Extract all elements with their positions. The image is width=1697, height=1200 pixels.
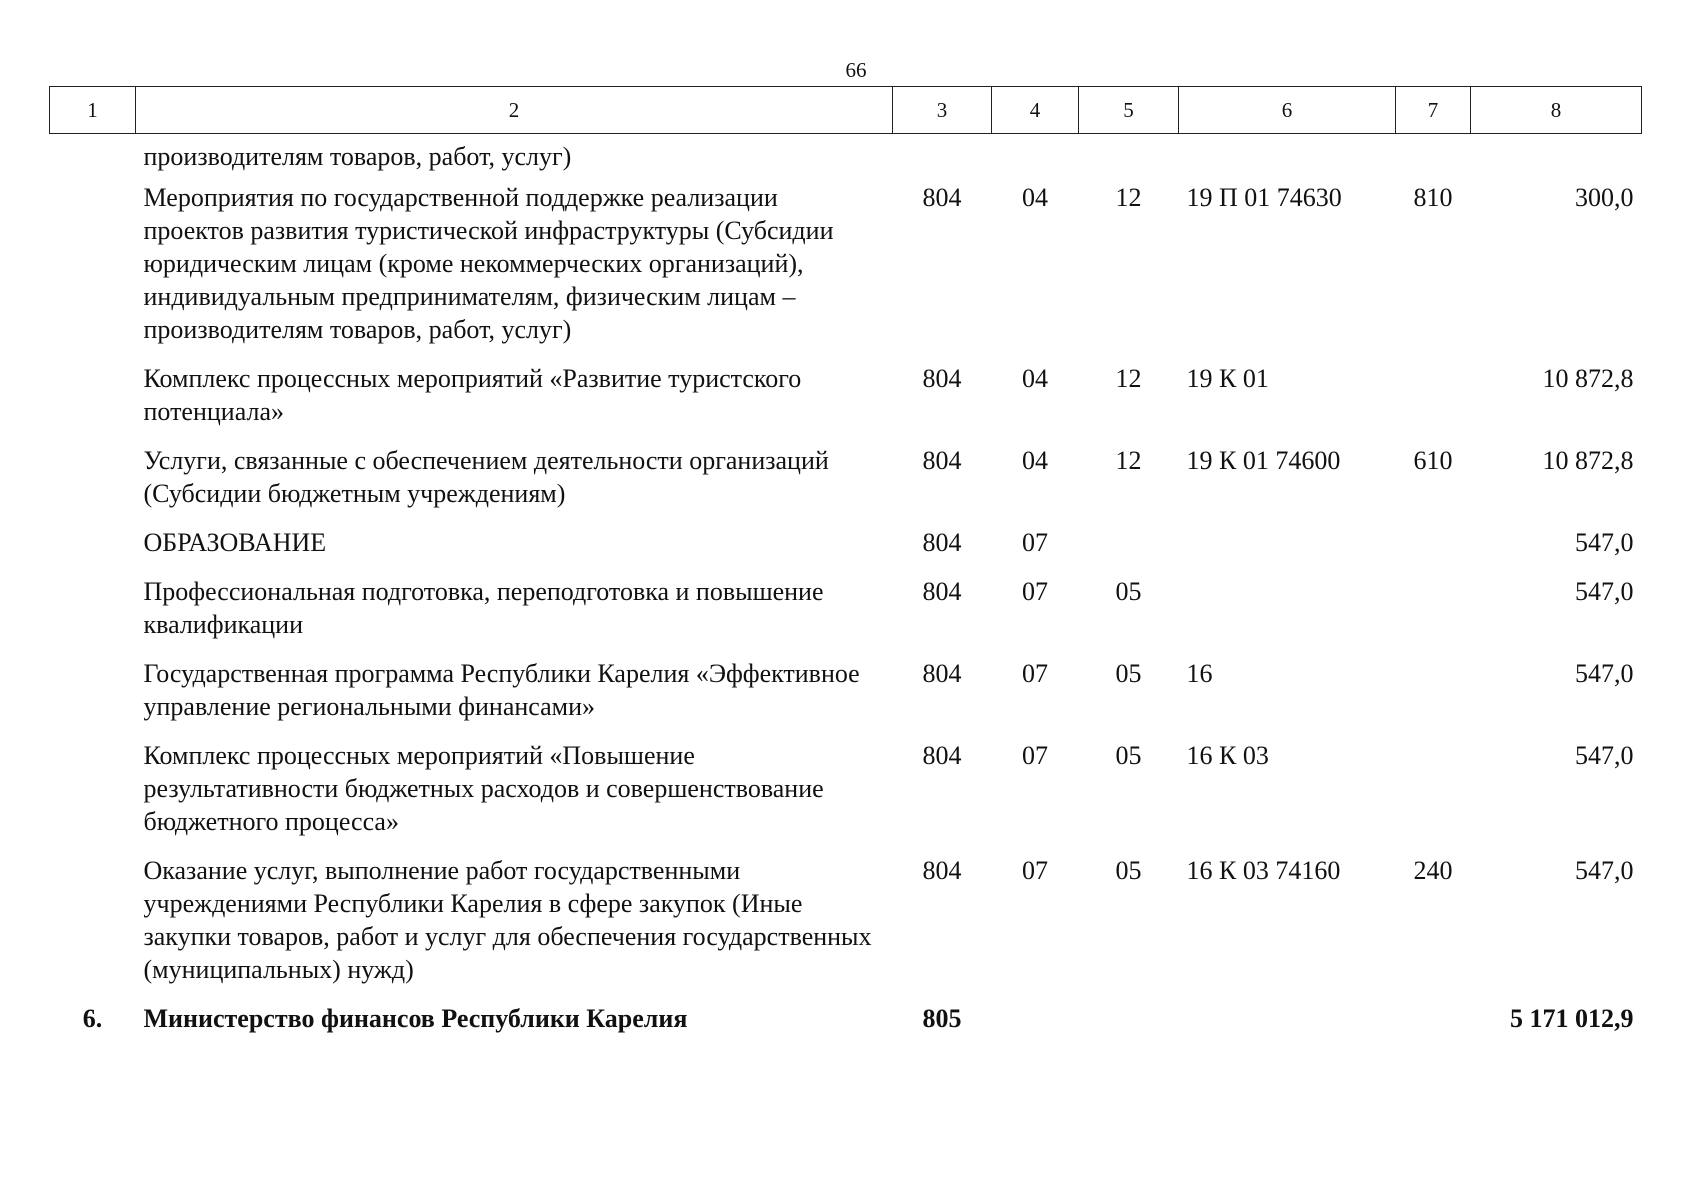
row-subsection-code: 05	[1115, 577, 1142, 606]
row-name: ОБРАЗОВАНИЕ	[143, 528, 327, 557]
table-row	[50, 1002, 1642, 1051]
row-subsection-code	[1079, 1002, 1179, 1051]
row-section-code	[992, 134, 1079, 182]
row-name: Мероприятия по государственной поддержке реализации проектов развития туристической инфраструктуры (Субсидии юридическим лицам (кроме некоммерческих организаций), индивидуальным предпринимателям, физическим лицам – производителям товаров, работ, услуг)	[143, 183, 834, 344]
row-section-code: 04	[1022, 183, 1048, 212]
row-target-article: 19 К 01 74600	[1186, 446, 1341, 475]
row-number	[50, 854, 136, 1002]
row-amount: 10 872,8	[1542, 364, 1634, 393]
row-expense-type	[1396, 526, 1471, 575]
row-ministry-code: 804	[922, 577, 962, 606]
row-name: Министерство финансов Республики Карелия	[143, 1004, 688, 1033]
row-ministry-code: 804	[922, 856, 962, 885]
table-row	[50, 575, 1642, 657]
header-col-4: 4	[992, 87, 1079, 134]
row-amount: 547,0	[1575, 528, 1634, 557]
header-col-7: 7	[1396, 87, 1471, 134]
row-amount	[1471, 134, 1642, 182]
budget-table	[49, 86, 1642, 1051]
header-col-8: 8	[1471, 87, 1642, 134]
table-row	[50, 362, 1642, 444]
row-section-code: 07	[1022, 577, 1048, 606]
row-target-article: 16	[1186, 659, 1213, 688]
row-ministry-code: 804	[922, 741, 962, 770]
row-target-article: 16 К 03	[1186, 741, 1269, 770]
row-subsection-code: 12	[1115, 446, 1142, 475]
row-section-code: 07	[1022, 856, 1048, 885]
table-row	[50, 134, 1642, 182]
row-number: 6.	[82, 1004, 103, 1033]
row-amount: 5 171 012,9	[1510, 1004, 1634, 1033]
row-amount: 300,0	[1575, 183, 1634, 212]
row-number	[50, 575, 136, 657]
row-name: Государственная программа Республики Карелия «Эффективное управление региональными финансами»	[143, 659, 860, 721]
row-name: производителям товаров, работ, услуг)	[143, 142, 572, 171]
table-row	[50, 657, 1642, 739]
row-target-article	[1179, 575, 1396, 657]
row-amount: 547,0	[1575, 741, 1634, 770]
table-row	[50, 444, 1642, 526]
row-expense-type	[1396, 739, 1471, 854]
row-target-article	[1179, 526, 1396, 575]
row-subsection-code: 05	[1115, 741, 1142, 770]
header-row	[50, 87, 1642, 134]
header-col-1: 1	[50, 87, 136, 134]
row-expense-type: 610	[1413, 446, 1453, 475]
row-number	[50, 362, 136, 444]
table-row	[50, 854, 1642, 1002]
row-amount: 547,0	[1575, 659, 1634, 688]
row-subsection-code	[1079, 526, 1179, 575]
row-name: Комплекс процессных мероприятий «Развитие туристского потенциала»	[143, 364, 802, 426]
row-number	[50, 181, 136, 362]
row-amount: 547,0	[1575, 577, 1634, 606]
row-target-article	[1179, 1002, 1396, 1051]
page-number: 66	[845, 58, 867, 82]
row-section-code: 04	[1022, 446, 1048, 475]
row-name: Услуги, связанные с обеспечением деятельности организаций (Субсидии бюджетным учреждениям)	[143, 446, 829, 508]
row-expense-type	[1396, 575, 1471, 657]
row-name: Комплекс процессных мероприятий «Повышение результативности бюджетных расходов и совершенствование бюджетного процесса»	[143, 741, 824, 836]
row-number	[50, 134, 136, 182]
row-target-article: 19 П 01 74630	[1186, 183, 1342, 212]
row-number	[50, 657, 136, 739]
row-number	[50, 526, 136, 575]
row-section-code: 04	[1022, 364, 1048, 393]
row-section-code: 07	[1022, 659, 1048, 688]
row-target-article: 19 К 01	[1186, 364, 1269, 393]
table-row	[50, 181, 1642, 362]
row-section-code	[992, 1002, 1079, 1051]
row-ministry-code: 804	[922, 659, 962, 688]
row-name: Оказание услуг, выполнение работ государственными учреждениями Республики Карелия в сфере закупок (Иные закупки товаров, работ и услуг для обеспечения государственных (муниципальных) нужд)	[143, 856, 872, 984]
row-ministry-code: 804	[922, 364, 962, 393]
table-body	[50, 134, 1642, 1052]
table-row	[50, 739, 1642, 854]
header-col-6: 6	[1179, 87, 1396, 134]
row-expense-type	[1396, 1002, 1471, 1051]
row-section-code: 07	[1022, 741, 1048, 770]
row-section-code: 07	[1022, 528, 1048, 557]
row-ministry-code: 804	[922, 183, 962, 212]
row-subsection-code: 12	[1115, 183, 1142, 212]
row-expense-type	[1396, 657, 1471, 739]
row-target-article	[1179, 134, 1396, 182]
row-expense-type: 810	[1413, 183, 1453, 212]
row-number	[50, 739, 136, 854]
row-subsection-code: 12	[1115, 364, 1142, 393]
row-ministry-code: 804	[922, 446, 962, 475]
row-target-article: 16 К 03 74160	[1186, 856, 1341, 885]
row-expense-type: 240	[1413, 856, 1453, 885]
header-col-5: 5	[1079, 87, 1179, 134]
row-subsection-code	[1079, 134, 1179, 182]
row-amount: 10 872,8	[1542, 446, 1634, 475]
table-row	[50, 526, 1642, 575]
table-header	[50, 87, 1642, 134]
header-col-2: 2	[136, 87, 893, 134]
row-subsection-code: 05	[1115, 659, 1142, 688]
row-subsection-code: 05	[1115, 856, 1142, 885]
row-name: Профессиональная подготовка, переподготовка и повышение квалификации	[143, 577, 824, 639]
row-ministry-code: 804	[922, 528, 962, 557]
row-expense-type	[1396, 134, 1471, 182]
row-amount: 547,0	[1575, 856, 1634, 885]
row-expense-type	[1396, 362, 1471, 444]
row-ministry-code	[893, 134, 992, 182]
row-number	[50, 444, 136, 526]
header-col-3: 3	[893, 87, 992, 134]
row-ministry-code: 805	[922, 1004, 962, 1033]
